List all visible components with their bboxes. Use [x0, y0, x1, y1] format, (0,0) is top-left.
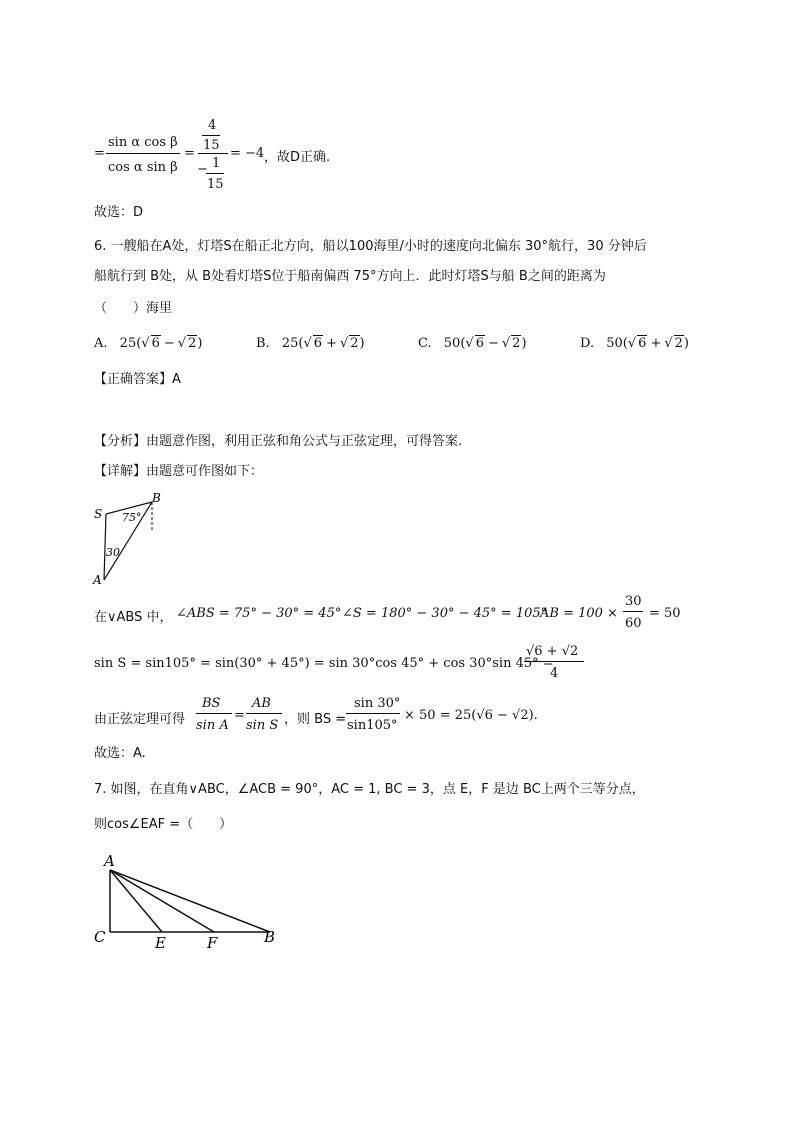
q6-stem-line-3: （ ）海里 — [94, 301, 173, 316]
q5-lhs-numerator: sin α cos β — [108, 135, 178, 150]
q7-triangle-figure — [90, 850, 290, 954]
q5-big-num: 4 — [208, 118, 217, 133]
q6-option-d[interactable]: D. 50(√ 6 + √ 2) — [580, 336, 689, 351]
q5-big-den-den: 15 — [207, 177, 224, 192]
q6-option-b[interactable]: B. 25(√ 6 + √ 2) — [256, 336, 365, 351]
fig7-label-b: B — [264, 928, 276, 946]
fig7-label-e: E — [155, 934, 166, 952]
q6-equation-1: 在∨ABS 中， ∠ABS = 75° − 30° = 45° ∠S = 180° − 30° − 45° = 105° AB = 100 × 30 60 = 50 — [94, 594, 681, 631]
q5-big-den-sign: − — [197, 162, 208, 177]
fig-angle-75: 75° — [122, 511, 142, 524]
q7-stem-line-2: 则cos∠EAF =（ ） — [94, 817, 233, 832]
fig7-label-a: A — [104, 852, 115, 870]
q6-option-a[interactable]: A. 25(√ 6 − √ 2) — [94, 336, 203, 351]
q6-stem-line-2: 船航行到 B处，从 B处看灯塔S位于船南偏西 75°方向上．此时灯塔S与船 B之间的距离为 — [94, 269, 606, 284]
q6-choose: 故选：A. — [94, 746, 146, 761]
q6-answer: 【正确答案】A — [94, 372, 181, 387]
fig-label-b: B — [152, 491, 161, 505]
q6-equation-3: 由正弦定理可得 BS sin A = AB sin S ，则 BS = sin 30° sin105° × 50 = 25(√6 − √2). — [94, 696, 538, 733]
fig-label-s: S — [94, 507, 103, 521]
q5-expression: = sin α cos β cos α sin β = 4 15 − 1 15 = −4 ，故D正确. — [94, 118, 331, 192]
q5-result: = −4 — [230, 146, 265, 161]
q6-triangle-figure — [90, 490, 170, 588]
q5-lhs-denominator: cos α sin β — [108, 160, 178, 175]
q5-conclusion: ，故D正确. — [264, 150, 331, 165]
q6-detail: 【详解】由题意可作图如下： — [94, 464, 264, 479]
q6-analysis: 【分析】由题意作图，利用正弦和角公式与正弦定理，可得答案. — [94, 434, 463, 449]
q7-stem-line-1: 7. 如图，在直角∨ABC，∠ACB = 90°，AC = 1, BC = 3，点 E，F 是边 BC上两个三等分点， — [94, 782, 645, 797]
q6-option-c[interactable]: C. 50(√ 6 − √ 2) — [418, 336, 527, 351]
q6-stem-line-1: 6. 一艘船在A处，灯塔S在船正北方向，船以100海里/小时的速度向北偏东 30°航行，30 分钟后 — [94, 239, 647, 254]
fig7-label-c: C — [94, 928, 106, 946]
q6-equation-2: sin S = sin105° = sin(30° + 45°) = sin 30°cos 45° + cos 30°sin 45° = √6 + √2 4 — [94, 642, 714, 686]
fig-label-a: A — [93, 573, 102, 587]
fig7-label-f: F — [207, 934, 218, 952]
q5-big-num-den: 15 — [203, 138, 220, 153]
fig-angle-30: 30 — [106, 546, 120, 559]
q5-big-den-num: 1 — [212, 156, 221, 171]
q5-choose: 故选：D — [94, 205, 144, 220]
